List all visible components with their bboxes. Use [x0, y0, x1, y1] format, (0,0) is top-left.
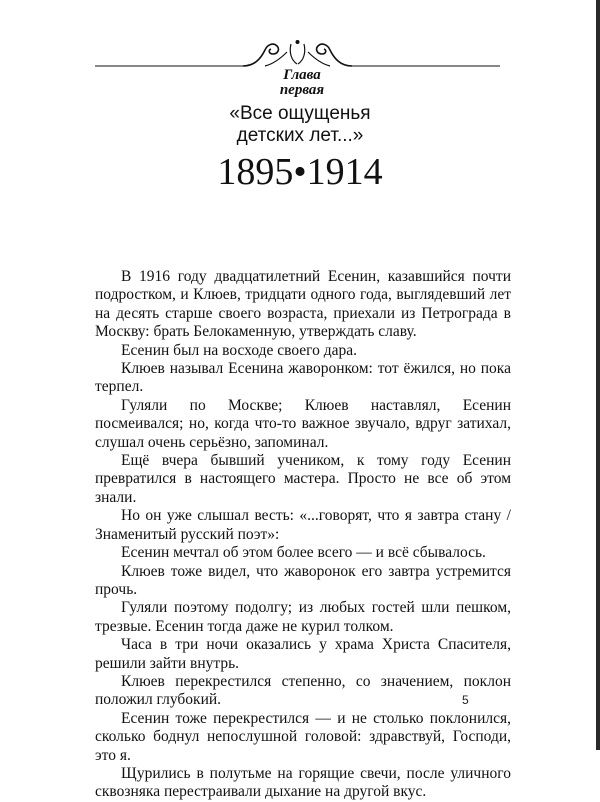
paragraph: Гуляли поэтому подолгу; из любых гостей шли пешком, трезвые. Есенин тогда даже не курил толком. — [95, 599, 511, 635]
chapter-title-line2: детских лет...» — [236, 125, 364, 146]
paragraph: Ещё вчера бывший учеником, к тому году Есенин превратился в настоящего мастера. Просто не все об этом знали. — [95, 452, 511, 506]
chapter-years: 1895•1914 — [217, 151, 383, 193]
body-text — [95, 268, 511, 802]
page-number: 5 — [462, 693, 469, 707]
paragraph: Щурились в полутьме на горящие свечи, после уличного сквозняка перестраивали дыхание на другой вкус. — [95, 764, 511, 801]
paragraph: Но он уже слышал весть: «...говорят, что я завтра стану / Знаменитый русский поэт»: — [95, 507, 511, 543]
paragraph: В 1916 году двадцатилетний Есенин, казавшийся почти подростком, и Клюев, тридцати одного года, выглядевший лет на десять старше своего возраста, приехали из Петрограда в Москву: брать Белокаменную, утверждать славу. — [95, 268, 511, 341]
paragraph: Есенин был на восходе своего дара. — [121, 341, 358, 359]
paragraph: Есенин тоже перекрестился — и не столько поклонился, сколько боднул непослушной головой: здравствуй, Господи, это я. — [95, 709, 511, 764]
chapter-title-line1: «Все ощущенья — [229, 103, 371, 124]
chapter-label-line2: первая — [279, 82, 325, 98]
paragraph: Клюев называл Есенина жаворонком: тот ёжился, но пока терпел. — [95, 360, 511, 396]
page-edge — [596, 0, 600, 750]
paragraph: Гуляли по Москве; Клюев наставлял, Есенин посмеивался; но, когда что-то важное звучало, вдруг затихал, слушал очень серьёзно, запоминал. — [95, 396, 511, 451]
paragraph: Есенин мечтал об этом более всего — и всё сбывалось. — [121, 544, 486, 562]
chapter-label-line1: Глава — [283, 67, 321, 83]
paragraph: Часа в три ночи оказались у храма Христа Спасителя, решили зайти внутрь. — [95, 636, 511, 672]
chapter-label — [257, 68, 347, 98]
paragraph: Клюев перекрестился степенно, со значением, поклон положил глубокий. — [95, 672, 511, 709]
chapter-title — [170, 103, 430, 147]
paragraph: Клюев тоже видел, что жаворонок его завтра устремится прочь. — [95, 562, 511, 598]
